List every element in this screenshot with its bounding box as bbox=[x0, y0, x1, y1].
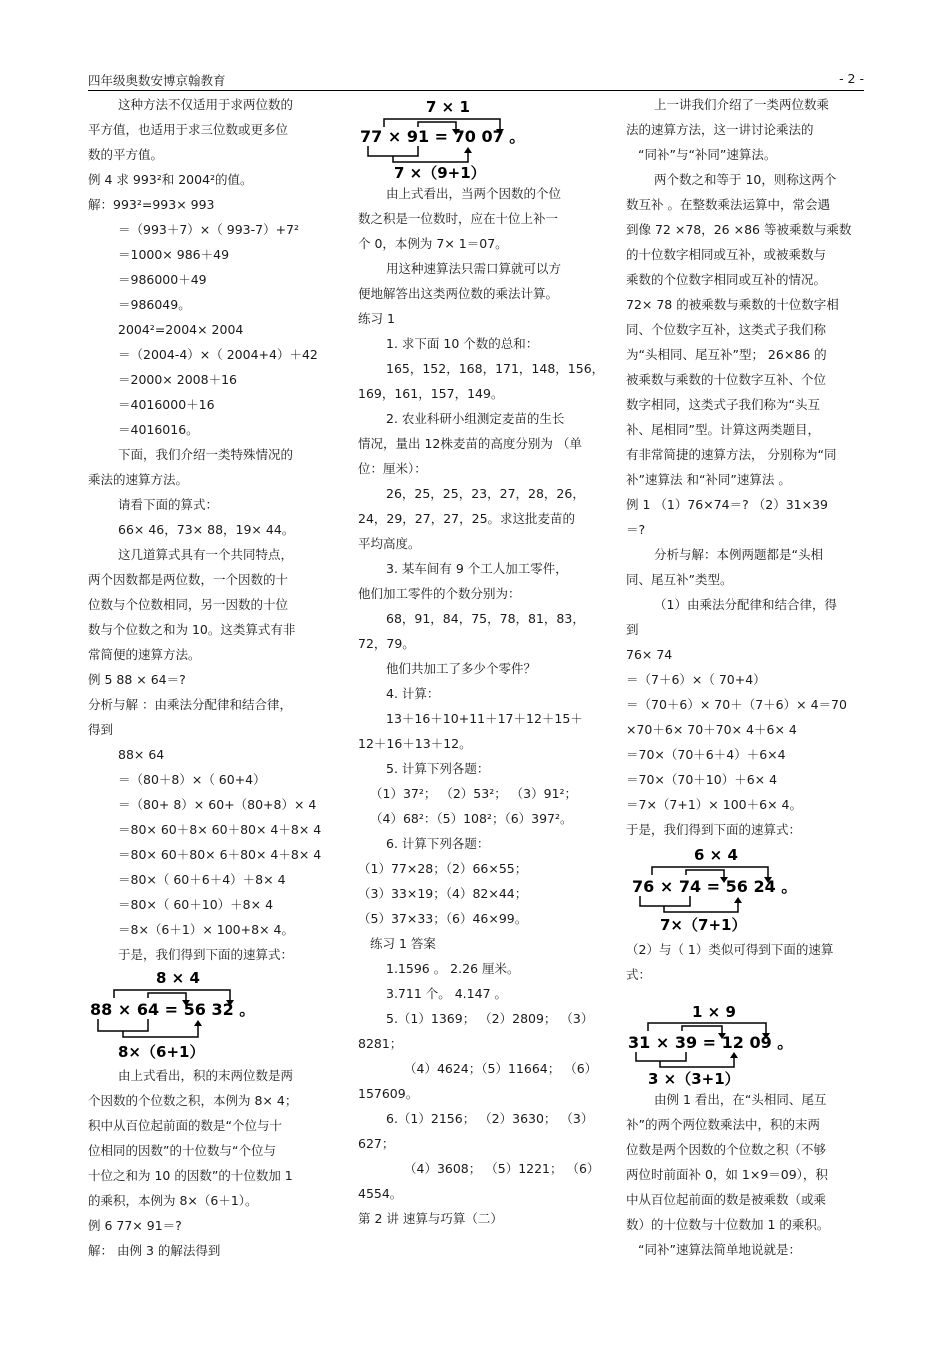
math-line: ＝70×（70＋6＋4）＋6×4 bbox=[626, 747, 786, 762]
text-line: 66× 46，73× 88，19× 44。 bbox=[118, 522, 295, 537]
answer-line: 3.711 个。 4.147 。 bbox=[386, 986, 507, 1001]
example-heading: 例 5 88 × 64＝? bbox=[88, 672, 186, 687]
figure-equation: 76 × 74 = 56 24 。 bbox=[632, 877, 798, 896]
quick-calc-diagram bbox=[626, 842, 862, 937]
quick-calc-diagram bbox=[358, 96, 598, 181]
column-2 bbox=[358, 96, 605, 1231]
example-heading: 例 1 （1）76×74＝? （2）31×39 bbox=[626, 497, 828, 512]
math-line: ＝7×（7+1）× 100＋6× 4。 bbox=[626, 797, 802, 812]
answer-line: （4）3608； （5）1221； （6） bbox=[404, 1161, 600, 1176]
text-line: 有非常简捷的速算方法， 分别称为“同 bbox=[626, 447, 837, 462]
figure-bottom-label: 3 ×（3+1） bbox=[648, 1070, 740, 1087]
text-line: 数字相同，这类式子我们称为“头互 bbox=[626, 397, 820, 412]
math-line: ＝4016000＋16 bbox=[118, 397, 215, 412]
quick-calc-diagram bbox=[626, 987, 862, 1087]
math-line: （5）37×33；（6）46×99。 bbox=[358, 911, 528, 926]
text-line: 中从百位起前面的数是被乘数（或乘 bbox=[626, 1192, 827, 1207]
text-line: 这几道算式具有一个共同特点， bbox=[118, 547, 294, 562]
example-heading: ＝? bbox=[626, 522, 646, 537]
answer-line: 157609。 bbox=[358, 1086, 419, 1101]
text-line: 1. 求下面 10 个数的总和： bbox=[386, 336, 539, 351]
figure-bottom-label: 7 ×（9+1） bbox=[394, 164, 486, 181]
text-line: 平均高度。 bbox=[358, 536, 421, 551]
math-line: 12＋16＋13＋12。 bbox=[358, 736, 472, 751]
text-line: 十位之和为 10 的因数”的十位数加 1 bbox=[88, 1168, 293, 1183]
text-line: 两个数之和等于 10，则称这两个 bbox=[654, 172, 837, 187]
text-line: 分析与解：本例两题都是“头相 bbox=[654, 547, 823, 562]
figure-top-label: 7 × 1 bbox=[426, 98, 470, 116]
figure-equation: 77 × 91 = 70 07 。 bbox=[360, 127, 526, 146]
text-line: 的乘积，本例为 8×（6＋1）。 bbox=[88, 1193, 258, 1208]
example-heading: 例 6 77× 91＝? bbox=[88, 1218, 182, 1233]
text-line: 位数与个位数相同，另一因数的十位 bbox=[88, 597, 289, 612]
text-line: 4. 计算： bbox=[386, 686, 440, 701]
quick-calc-figure bbox=[88, 967, 338, 1063]
text-line: 6. 计算下列各题： bbox=[386, 836, 490, 851]
text-line: 下面，我们介绍一类特殊情况的 bbox=[118, 447, 294, 462]
text-line: 2. 农业科研小组测定麦苗的生长 bbox=[386, 411, 565, 426]
page-number: - 2 - bbox=[839, 71, 864, 86]
math-line: ＝（70＋6）× 70＋（7＋6）× 4＝70 bbox=[626, 697, 847, 712]
math-line: 88× 64 bbox=[118, 747, 165, 762]
math-line: ＝（2004-4）×（ 2004+4）＋42 bbox=[118, 347, 318, 362]
math-line: ＝（7＋6）×（ 70+4） bbox=[626, 672, 766, 687]
math-line: 76× 74 bbox=[626, 647, 673, 662]
text-line: 于是，我们得到下面的速算式： bbox=[626, 822, 802, 837]
text-line: 165，152，168，171，148，156， bbox=[386, 361, 605, 376]
text-line: 平方值，也适用于求三位数或更多位 bbox=[88, 122, 289, 137]
figure-bottom-label: 7×（7+1） bbox=[660, 916, 747, 934]
text-line: 数）的十位数与十位数加 1 的乘积。 bbox=[626, 1217, 830, 1232]
answer-line: 4554。 bbox=[358, 1186, 403, 1201]
text-line: 由上式看出，当两个因数的个位 bbox=[386, 186, 562, 201]
quick-calc-figure bbox=[626, 842, 864, 937]
text-line: 24，29，27，27，25。求这批麦苗的 bbox=[358, 511, 576, 526]
text-line: 法的速算方法，这一讲讨论乘法的 bbox=[626, 122, 814, 137]
math-line: ＝80× 60＋80× 6＋80× 4＋8× 4 bbox=[118, 847, 322, 862]
figure-top-label: 8 × 4 bbox=[156, 969, 200, 987]
quick-calc-figure bbox=[626, 987, 864, 1087]
text-line: 同、尾互补”类型。 bbox=[626, 572, 733, 587]
answer-heading: 练习 1 答案 bbox=[370, 936, 436, 951]
text-line: 位：厘米）： bbox=[358, 461, 427, 476]
text-line: 的十位数字相同或互补，或被乘数与 bbox=[626, 247, 827, 262]
math-line: ＝80× 60＋8× 60＋80× 4＋8× 4 bbox=[118, 822, 322, 837]
math-line: ＝80×（ 60＋6＋4）＋8× 4 bbox=[118, 872, 286, 887]
quick-calc-figure bbox=[358, 96, 598, 181]
text-line: 到像 72 ×78，26 ×86 等被乘数与乘数 bbox=[626, 222, 852, 237]
answer-line: 1.1596 。 2.26 厘米。 bbox=[386, 961, 520, 976]
text-line: 他们加工零件的个数分别为： bbox=[358, 586, 521, 601]
text-line: 由例 1 看出，在“头相同、尾互 bbox=[654, 1092, 827, 1107]
text-line: 常简便的速算方法。 bbox=[88, 647, 201, 662]
text-line: （1）由乘法分配律和结合律，得 bbox=[654, 597, 837, 612]
text-line: 数互补 。在整数乘法运算中，常会遇 bbox=[626, 197, 830, 212]
text-line: 式： bbox=[626, 967, 652, 982]
math-line: （4）68²：（5）108²；（6）397²。 bbox=[370, 811, 573, 826]
text-line: 积中从百位起前面的数是“个位与十 bbox=[88, 1118, 282, 1133]
text-line: 169，161，157，149。 bbox=[358, 386, 504, 401]
answer-line: 5.（1）1369； （2）2809； （3） bbox=[386, 1011, 594, 1026]
text-line: 个因数的个位数之积，本例为 8× 4； bbox=[88, 1093, 298, 1108]
math-line: ＝70×（70＋10）＋6× 4 bbox=[626, 772, 778, 787]
text-line: 3. 某车间有 9 个工人加工零件， bbox=[386, 561, 568, 576]
text-line: 解：993²=993× 993 bbox=[88, 197, 215, 212]
text-line: “同补”速算法简单地说就是： bbox=[638, 1242, 801, 1257]
math-line: ＝4016016。 bbox=[118, 422, 199, 437]
text-line: 情况，量出 12株麦苗的高度分别为 （单 bbox=[358, 436, 582, 451]
text-line: 他们共加工了多少个零件？ bbox=[386, 661, 537, 676]
text-line: 补”的两个两位数乘法中，积的末两 bbox=[626, 1117, 820, 1132]
text-line: 这种方法不仅适用于求两位数的 bbox=[118, 97, 294, 112]
answer-line: 6.（1）2156； （2）3630； （3） bbox=[386, 1111, 594, 1126]
math-line: （3）33×19；（4）82×44； bbox=[358, 886, 528, 901]
text-line: 数与个位数之和为 10。这类算式有非 bbox=[88, 622, 296, 637]
text-line: 补”速算法 和“补同”速算法 。 bbox=[626, 472, 791, 487]
text-line: 请看下面的算式： bbox=[118, 497, 219, 512]
math-line: （1）37²； （2）53²； （3）91²； bbox=[370, 786, 578, 801]
example-heading: 例 4 求 993²和 2004²的值。 bbox=[88, 172, 253, 187]
text-line: 解： 由例 3 的解法得到 bbox=[88, 1243, 221, 1258]
math-line: 13＋16＋10+11＋17＋12＋15＋ bbox=[386, 711, 583, 726]
text-line: 26，25，25，23，27，28，26， bbox=[386, 486, 585, 501]
answer-line: 8281； bbox=[358, 1036, 403, 1051]
exercise-heading: 练习 1 bbox=[358, 311, 395, 326]
text-line: 分析与解 ：由乘法分配律和结合律， bbox=[88, 697, 292, 712]
text-line: 便地解答出这类两位数的乘法计算。 bbox=[358, 286, 559, 301]
math-line: ＝（993＋7）×（ 993-7）+7² bbox=[118, 222, 300, 237]
text-line: 位相同的因数”的十位数与“个位与 bbox=[88, 1143, 276, 1158]
text-line: 位数是两个因数的个位数之积（不够 bbox=[626, 1142, 827, 1157]
math-line: ＝986049。 bbox=[118, 297, 191, 312]
lecture-heading: 第 2 讲 速算与巧算（二） bbox=[358, 1211, 503, 1226]
math-line: ＝986000＋49 bbox=[118, 272, 207, 287]
column-3 bbox=[626, 92, 864, 1262]
math-line: ＝（80＋8）×（ 60+4） bbox=[118, 772, 266, 787]
text-line: 由上式看出，积的末两位数是两 bbox=[118, 1068, 294, 1083]
text-line: 到 bbox=[626, 622, 639, 637]
text-line: 个 0，本例为 7× 1＝07。 bbox=[358, 236, 508, 251]
text-line: （2）与（ 1）类似可得到下面的速算 bbox=[626, 942, 834, 957]
text-line: 得到 bbox=[88, 722, 114, 737]
text-line: 被乘数与乘数的十位数字互补、个位 bbox=[626, 372, 827, 387]
math-line: ＝8×（6＋1）× 100+8× 4。 bbox=[118, 922, 294, 937]
math-line: ＝（80+ 8）× 60+（80+8）× 4 bbox=[118, 797, 317, 812]
text-line: 数的平方值。 bbox=[88, 147, 164, 162]
text-line: 补、尾相同”型。计算这两类题目， bbox=[626, 422, 820, 437]
text-line: 68，91，84，75，78，81，83， bbox=[386, 611, 585, 626]
math-line: ＝80×（ 60＋10）＋8× 4 bbox=[118, 897, 274, 912]
column-1 bbox=[88, 92, 338, 1263]
math-line: ＝2000× 2008＋16 bbox=[118, 372, 237, 387]
text-line: 72× 78 的被乘数与乘数的十位数字相 bbox=[626, 297, 839, 312]
text-line: 用这种速算法只需口算就可以方 bbox=[386, 261, 562, 276]
text-line: 乘数的个位数字相同或互补的情况。 bbox=[626, 272, 827, 287]
text-line: 72，79。 bbox=[358, 636, 415, 651]
quick-calc-diagram bbox=[88, 967, 328, 1063]
header-title: 四年级奥数安博京翰教育 bbox=[88, 73, 226, 88]
figure-top-label: 6 × 4 bbox=[694, 846, 738, 864]
figure-equation: 88 × 64 = 56 32 。 bbox=[90, 1000, 256, 1019]
math-line: （1）77×28；（2）66×55； bbox=[358, 861, 528, 876]
text-line: 于是，我们得到下面的速算式： bbox=[118, 947, 294, 962]
text-line: 同、个位数字互补，这类式子我们称 bbox=[626, 322, 827, 337]
text-line: 两位时前面补 0，如 1×9＝09），积 bbox=[626, 1167, 828, 1182]
figure-equation: 31 × 39 = 12 09 。 bbox=[628, 1033, 794, 1052]
page-header bbox=[88, 68, 864, 91]
text-line: 上一讲我们介绍了一类两位数乘 bbox=[654, 97, 830, 112]
text-line: 两个因数都是两位数，一个因数的十 bbox=[88, 572, 289, 587]
answer-line: （4）4624；（5）11664； （6） bbox=[404, 1061, 598, 1076]
math-line: ×70＋6× 70＋70× 4＋6× 4 bbox=[626, 722, 797, 737]
math-line: ＝1000× 986＋49 bbox=[118, 247, 230, 262]
figure-bottom-label: 8×（6+1） bbox=[118, 1043, 205, 1061]
text-line: 数之积是一位数时，应在十位上补一 bbox=[358, 211, 559, 226]
math-line: 2004²=2004× 2004 bbox=[118, 322, 244, 337]
figure-top-label: 1 × 9 bbox=[692, 1003, 736, 1021]
text-line: 5. 计算下列各题： bbox=[386, 761, 490, 776]
text-line: “同补”与“补同”速算法。 bbox=[638, 147, 777, 162]
text-line: 为“头相同、尾互补”型； 26×86 的 bbox=[626, 347, 827, 362]
text-line: 乘法的速算方法。 bbox=[88, 472, 189, 487]
answer-line: 627； bbox=[358, 1136, 395, 1151]
